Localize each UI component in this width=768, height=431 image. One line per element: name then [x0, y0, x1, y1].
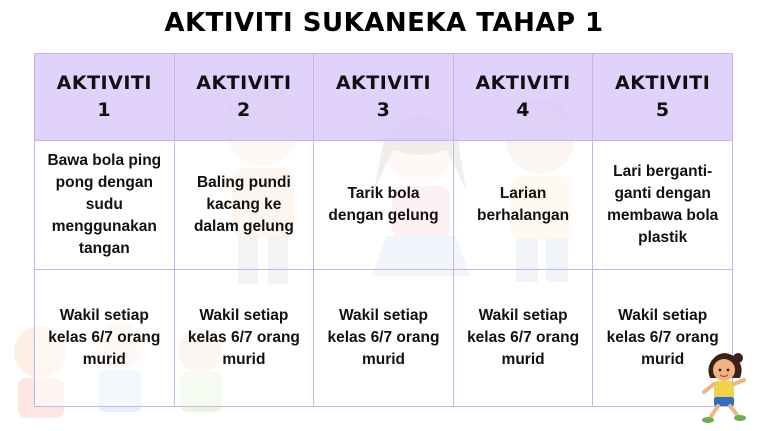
activity-header-2	[174, 54, 314, 141]
activity-description-4: Larian berhalangan	[453, 141, 593, 270]
activity-header-4	[453, 54, 593, 141]
participants-row	[35, 270, 733, 407]
activity-table	[34, 53, 733, 407]
activity-label: AKTIVITI	[196, 72, 292, 94]
activity-number: 1	[97, 99, 112, 121]
running-girl-illustration	[698, 350, 750, 426]
activity-description-5: Lari berganti-ganti dengan membawa bola plastik	[593, 141, 733, 270]
activity-label: AKTIVITI	[56, 72, 152, 94]
activity-label: AKTIVITI	[475, 72, 571, 94]
activity-number: 5	[655, 99, 670, 121]
activity-description-2: Baling pundi kacang ke dalam gelung	[174, 141, 314, 270]
activity-participants-4: Wakil setiap kelas 6/7 orang murid	[453, 270, 593, 407]
activity-description-1: Bawa bola ping pong dengan sudu menggunakan tangan	[35, 141, 175, 270]
table-header-row	[35, 54, 733, 141]
activity-number: 3	[376, 99, 391, 121]
activity-number: 4	[516, 99, 530, 121]
activity-description-3: Tarik bola dengan gelung	[314, 141, 454, 270]
activity-number: 2	[237, 99, 251, 121]
page-title: AKTIVITI SUKANEKA TAHAP 1	[164, 8, 604, 38]
activity-label: AKTIVITI	[335, 72, 432, 94]
activity-header-5	[593, 54, 733, 141]
activity-header-3	[314, 54, 454, 141]
activity-participants-1: Wakil setiap kelas 6/7 orang murid	[35, 270, 175, 407]
description-row	[35, 141, 733, 270]
activity-label: AKTIVITI	[615, 72, 711, 94]
activity-participants-5: Wakil setiap kelas 6/7 orang murid	[593, 270, 733, 407]
activity-participants-2: Wakil setiap kelas 6/7 orang murid	[174, 270, 314, 407]
activity-header-1	[35, 54, 175, 141]
activity-participants-3: Wakil setiap kelas 6/7 orang murid	[314, 270, 454, 407]
